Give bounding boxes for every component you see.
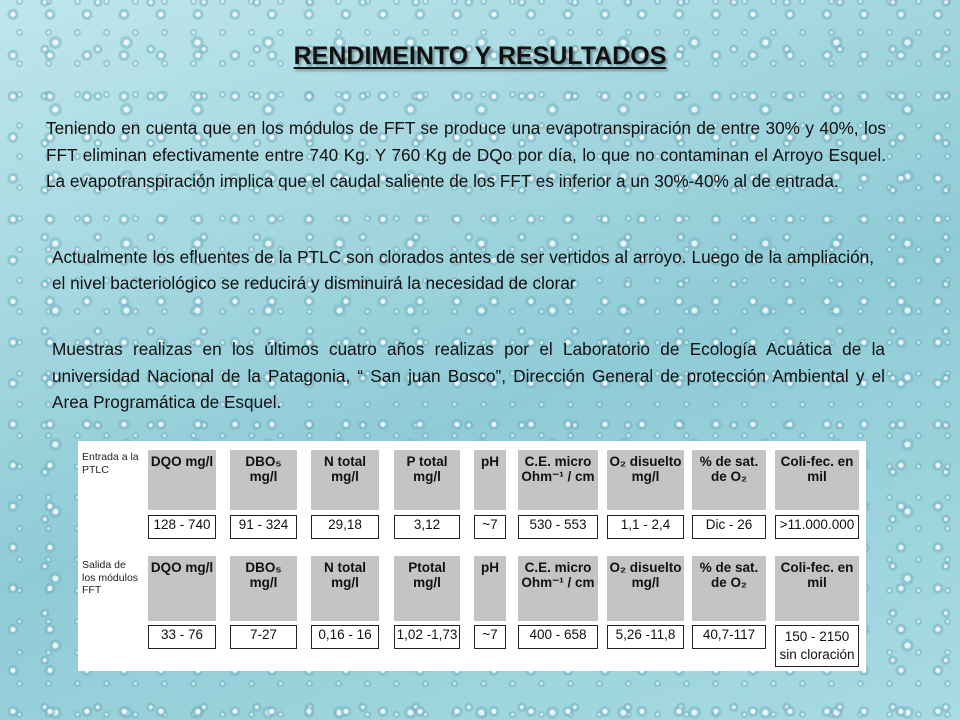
slide-title: RENDIMEINTO Y RESULTADOS <box>293 42 667 70</box>
entrada-value-cell: >11.000.000 <box>775 515 859 539</box>
salida-header-cell: Ptotal mg/l <box>394 556 460 621</box>
salida-header-cell: DBO₅ mg/l <box>230 556 297 621</box>
salida-header-cell: C.E. micro Ohm⁻¹ / cm <box>518 556 598 621</box>
entrada-header-cell: O₂ disuelto mg/l <box>607 450 684 510</box>
salida-header-cell: DQO mg/l <box>148 556 216 621</box>
salida-value-cell: 0,16 - 16 <box>311 625 379 649</box>
salida-value-cell: 400 - 658 <box>518 625 598 649</box>
entrada-header-cell: DBO₅ mg/l <box>230 450 297 510</box>
salida-value-cell: 1,02 -1,73 <box>394 625 460 649</box>
entrada-value-cell: 91 - 324 <box>230 515 297 539</box>
salida-header-cell: Coli-fec. en mil <box>775 556 859 621</box>
salida-header-cell: pH <box>474 556 506 621</box>
salida-value-cell: 40,7-117 <box>692 625 766 649</box>
results-table <box>78 441 866 671</box>
salida-header-cell: O₂ disuelto mg/l <box>607 556 684 621</box>
entrada-value-cell: 1,1 - 2,4 <box>607 515 684 539</box>
entrada-value-cell: 128 - 740 <box>148 515 216 539</box>
salida-value-cell: 5,26 -11,8 <box>607 625 684 649</box>
entrada-header-cell: % de sat. de O₂ <box>692 450 766 510</box>
salida-header-cell: % de sat. de O₂ <box>692 556 766 621</box>
paragraph-evapotranspiration: Teniendo en cuenta que en los módulos de FFT se produce una evapotranspiración de entre 30% y 40%, los FFT eliminan efectivamente entre 740 Kg. Y 760 Kg de DQo por día, lo que no contaminan el Arroyo Esquel. La evapotranspiración implica que el caudal saliente de los FFT es inferior a un 30%-40% al de entrada. <box>46 118 886 191</box>
entrada-header-cell: P total mg/l <box>394 450 460 510</box>
row-label-entrada: Entrada a la PTLC <box>82 451 139 476</box>
entrada-header-cell: DQO mg/l <box>148 450 216 510</box>
entrada-value-cell: 29,18 <box>311 515 379 539</box>
entrada-value-cell: Dic - 26 <box>692 515 766 539</box>
entrada-value-cell: 3,12 <box>394 515 460 539</box>
salida-value-cell: ~7 <box>474 625 506 649</box>
row-label-salida: Salida de los módulos FFT <box>82 559 139 596</box>
entrada-header-cell: C.E. micro Ohm⁻¹ / cm <box>518 450 598 510</box>
paragraph-samples: Muestras realizas en los últimos cuatro años realizas por el Laboratorio de Ecología Acuática de la universidad Nacional de la Patagonia, “ San juan Bosco”, Dirección General de protección Ambiental y el Area Programática de Esquel. <box>52 339 885 412</box>
paragraph-chlorination: Actualmente los efluentes de la PTLC son clorados antes de ser vertidos al arroyo. Luego de la ampliación, el nivel bacteriológico se reducirá y disminuirá la necesidad de clorar <box>52 247 874 293</box>
salida-value-cell: 7-27 <box>230 625 297 649</box>
entrada-value-cell: ~7 <box>474 515 506 539</box>
salida-value-cell: 33 - 76 <box>148 625 216 649</box>
entrada-value-cell: 530 - 553 <box>518 515 598 539</box>
entrada-header-cell: Coli-fec. en mil <box>775 450 859 510</box>
salida-header-cell: N total mg/l <box>311 556 379 621</box>
salida-value-cell: 150 - 2150 sin cloración <box>775 625 859 667</box>
entrada-header-cell: N total mg/l <box>311 450 379 510</box>
entrada-header-cell: pH <box>474 450 506 510</box>
